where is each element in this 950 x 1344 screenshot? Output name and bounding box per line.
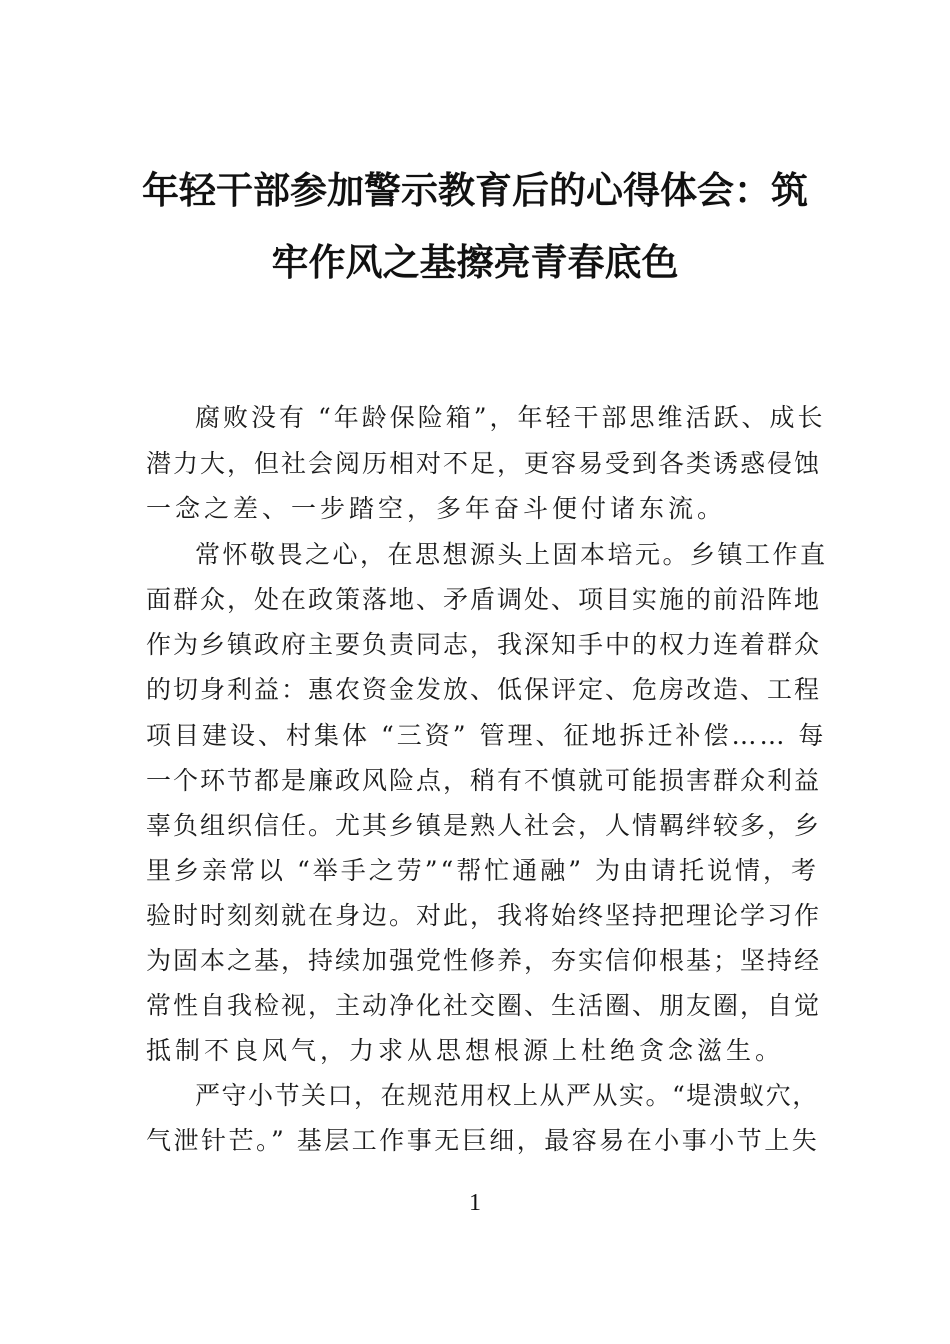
document-title-line-1: 年轻干部参加警示教育后的心得体会：筑 [142,168,808,212]
body-line-12: 验时时刻刻就在身边。对此，我将始终坚持把理论学习作 [146,901,822,930]
body-line-9: 一个环节都是廉政风险点，稍有不慎就可能损害群众利益 [146,766,822,795]
body-line-17: 气泄针芒。” 基层工作事无巨细，最容易在小事小节上失 [146,1126,820,1155]
body-line-3: 一念之差、一步踏空，多年奋斗便付诸东流。 [146,494,727,523]
body-line-16: 严守小节关口，在规范用权上从严从实。“堤溃蚁穴， [195,1081,819,1110]
body-line-5: 面群众，处在政策落地、矛盾调处、项目实施的前沿阵地 [146,585,822,614]
body-line-14: 常性自我检视，主动净化社交圈、生活圈、朋友圈，自觉 [146,991,822,1020]
body-line-7: 的切身利益：惠农资金发放、低保评定、危房改造、工程 [146,675,822,704]
document-title-line-2: 牢作风之基擦亮青春底色 [271,240,679,284]
body-line-6: 作为乡镇政府主要负责同志，我深知手中的权力连着群众 [146,630,822,659]
body-line-13: 为固本之基，持续加强党性修养，夯实信仰根基；坚持经 [146,946,822,975]
body-line-4: 常怀敬畏之心，在思想源头上固本培元。乡镇工作直 [195,540,828,569]
body-line-11: 里乡亲常以 “举手之劳”“帮忙通融” 为由请托说情，考 [146,856,820,885]
body-line-15: 抵制不良风气，力求从思想根源上杜绝贪念滋生。 [146,1036,785,1065]
body-line-8: 项目建设、村集体 “三资” 管理、征地拆迁补偿…… 每 [146,721,827,750]
body-line-1: 腐败没有 “年龄保险箱”，年轻干部思维活跃、成长 [195,403,826,432]
body-line-10: 辜负组织信任。尤其乡镇是熟人社会，人情羁绊较多，乡 [146,811,822,840]
page-number: 1 [469,1190,481,1216]
body-line-2: 潜力大，但社会阅历相对不足，更容易受到各类诱惑侵蚀 [146,449,822,478]
